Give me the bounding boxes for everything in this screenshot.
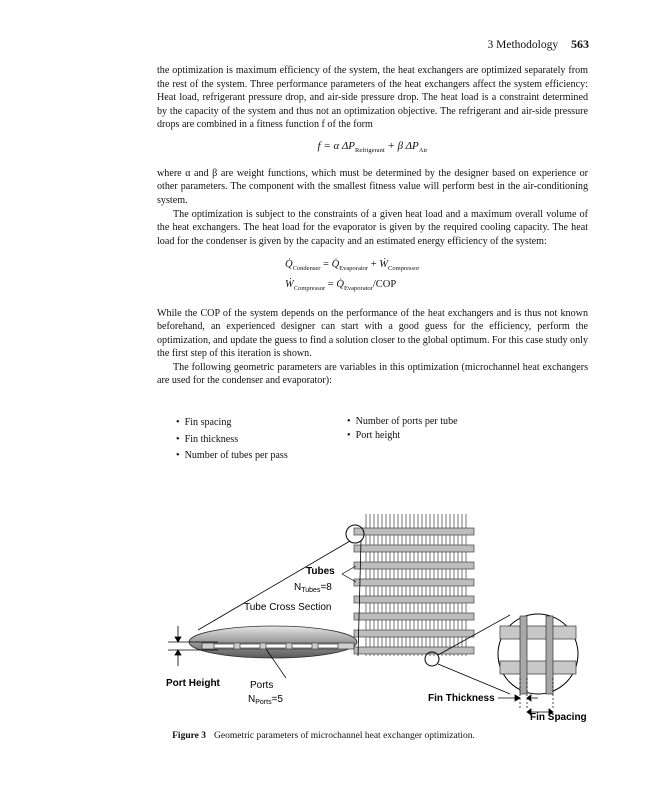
tube-cross-section-label: Tube Cross Section — [244, 602, 332, 613]
list-item: • Fin thickness — [176, 433, 239, 445]
caption-label: Figure 3 — [172, 731, 206, 741]
paragraph-5: The following geometric parameters are variables in this optimization (microchannel heat exchangers are used for the condenser and evaporator): — [157, 361, 588, 387]
microchannel-figure — [158, 508, 598, 726]
ports-label: Ports — [250, 680, 274, 691]
list-item-text: Number of ports per tube — [355, 416, 458, 427]
body-text — [157, 64, 588, 388]
eq-sub-compressor: Compressor — [387, 265, 420, 273]
eq-sub-compressor-2: Compressor — [293, 285, 326, 293]
port-height-label: Port Height — [166, 678, 220, 689]
section-title: 3 Methodology — [487, 39, 559, 51]
eq-fitness-mid: + β ΔP — [384, 139, 419, 152]
eq-equals-2: = — [325, 279, 337, 291]
eq-sub-evaporator: Evaporator — [339, 265, 369, 273]
eq-equals-1: = — [320, 259, 332, 271]
list-item-text: Fin thickness — [184, 433, 239, 445]
paragraph-4: While the COP of the system depends on the performance of the heat exchangers and is thus not known beforehand, an experienced designer can start with a good guess for the efficiency, perform the optimization, and update the guess to find a solution closer to the global optimum. For this case study only the first step of this iteration is shown. — [157, 307, 588, 360]
figure-caption — [0, 731, 647, 741]
list-item-text: Number of tubes per pass — [184, 450, 288, 461]
bullet-list-right — [347, 415, 458, 443]
eq-sub-air: Air — [418, 147, 428, 155]
eq-condenser-row — [157, 257, 588, 277]
fin-detail-zoom — [498, 614, 578, 694]
list-item: • Port height — [347, 430, 401, 441]
bullet-list-left — [176, 415, 288, 465]
heat-load-equations — [157, 257, 588, 297]
caption-text: Geometric parameters of microchannel heat exchanger optimization. — [214, 731, 475, 741]
eq-q-evap: Q̇ — [331, 259, 340, 271]
list-item-text: Fin spacing — [184, 417, 232, 428]
eq-compressor-row — [157, 277, 588, 297]
eq-sub-condenser: Condenser — [292, 265, 321, 273]
eq-sub-refrigerant: Refrigerant — [355, 147, 385, 155]
fin-thickness-label: Fin Thickness — [428, 693, 495, 704]
page-number: 563 — [571, 37, 589, 51]
list-item-text: Port height — [355, 430, 401, 441]
fin-spacing-label: Fin Spacing — [530, 712, 587, 723]
list-item: • Number of tubes per pass — [176, 450, 288, 461]
paragraph-2: where α and β are weight functions, which must be determined by the designer based on experience or other parameters. The component with the smallest fitness value will perform best in the air-conditioning system. — [157, 167, 588, 206]
fitness-equation — [157, 140, 588, 158]
eq-w2: Ẇ — [285, 279, 294, 291]
running-header — [488, 37, 589, 52]
n-ports-label: $N_{Ports}=5$ — [248, 694, 283, 706]
eq-plus: + — [368, 259, 380, 271]
paragraph-1: the optimization is maximum efficiency of the system, the heat exchangers are optimized separately from the rest of the system. Three performance parameters of the heat exchangers affect the system efficiency: Heat load, refrigerant pressure drop, and air-side pressure drop. The heat load is a constraint determined by the capacity of the system and thus not an optimization objective. The refrigerant and air-side pressure drops are combined in a fitness function f of the form — [157, 65, 588, 131]
eq-w-comp: Ẇ — [379, 259, 388, 271]
n-tubes-label: $N_{Tubes}=8$ — [294, 582, 332, 594]
eq-q-cond: Q̇ — [285, 259, 293, 271]
eq-cop: /COP — [372, 279, 397, 291]
list-item: • Fin spacing — [176, 417, 232, 428]
eq-fitness-lhs: f = α ΔP — [317, 139, 356, 152]
paragraph-3: The optimization is subject to the constraints of a given heat load and a maximum overall volume of the heat exchangers. The heat load for the evaporator is given by the required cooling capacity. The heat load for the condenser is given by the capacity and an estimated energy efficiency of the system: — [157, 208, 588, 247]
list-item: • Number of ports per tube — [347, 416, 458, 427]
tubes-label: Tubes — [306, 566, 335, 577]
ports — [214, 644, 338, 648]
eq-sub-evaporator-2: Evaporator — [343, 285, 373, 293]
eq-q2: Q̇ — [336, 279, 344, 291]
